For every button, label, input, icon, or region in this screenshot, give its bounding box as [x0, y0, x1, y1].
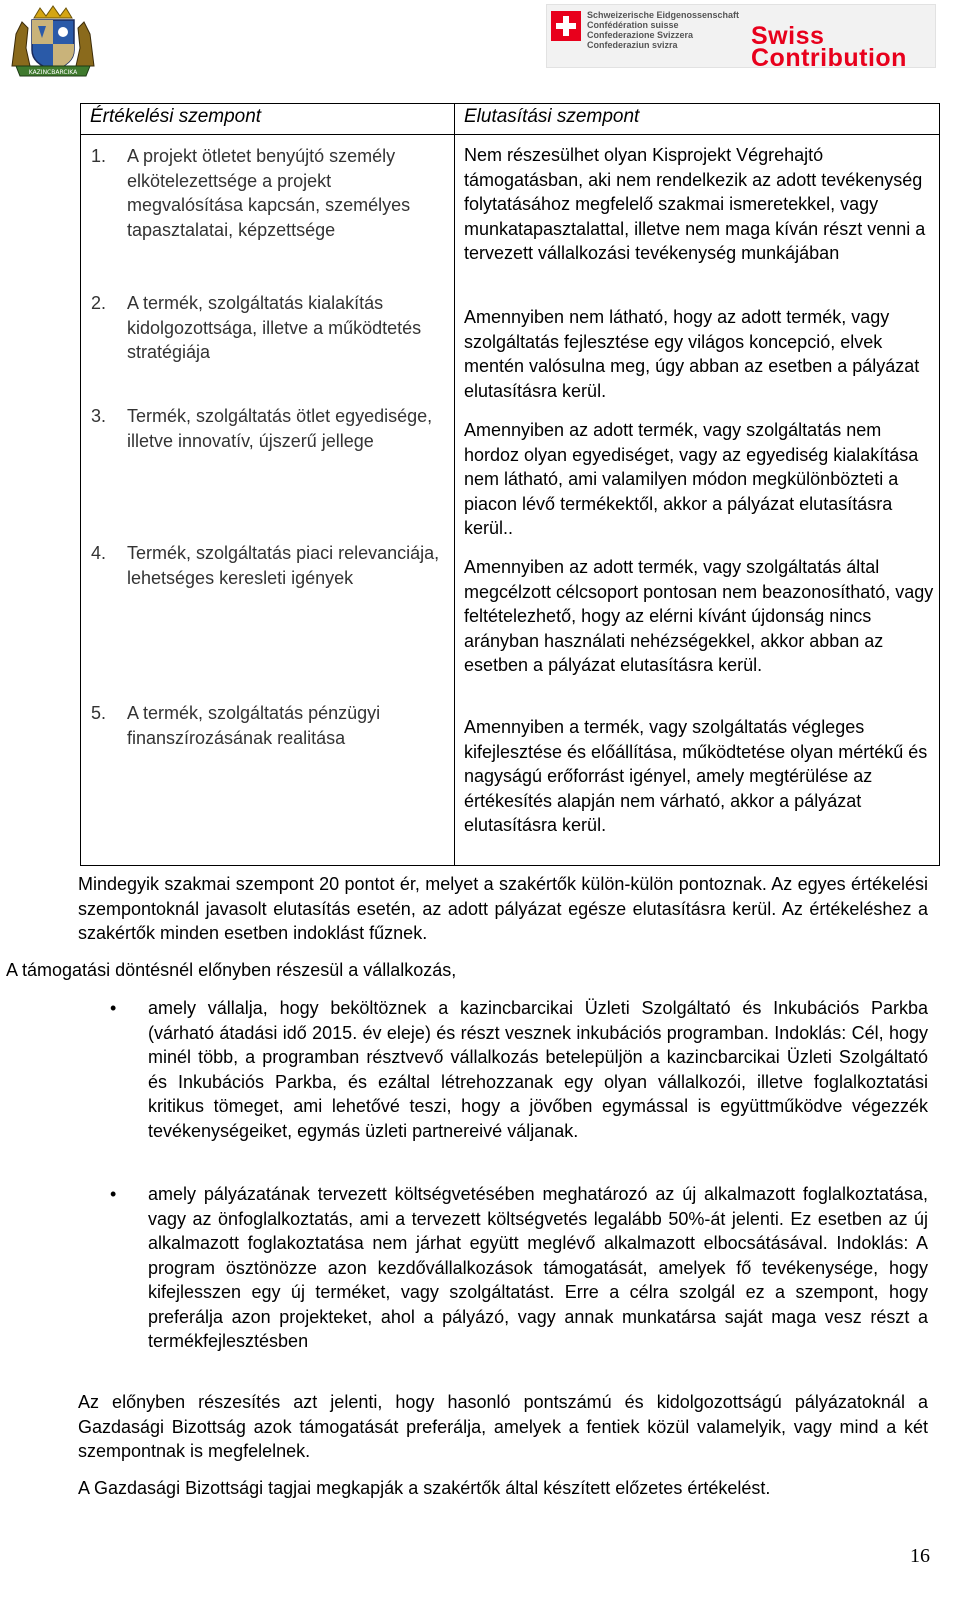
criterion-5 — [91, 701, 449, 750]
criterion-text: Termék, szolgáltatás piaci relevanciája, lehetséges keresleti igények — [127, 543, 440, 588]
scoring-paragraph: Mindegyik szakmai szempont 20 pontot ér, melyet a szakértők külön-külön pontoznak. Az egyes értékelési szempontoknál javasolt elutasítás esetén, az adott pályázat egésze elutasításra kerül. Az értékeléshez a szakértők minden esetben indoklást fűznek. — [78, 874, 928, 943]
preference-bullet-2: amely pályázatának tervezett költségvetésében meghatározó az új alkalmazott foglalkoztatása, vagy az önfoglalkoztatás, ami a tervezett költségvetés legalább 50%-át jelenti. Ez esetben az új alkalmazott foglakoztatása nem járhat együtt meglévő alkalmazott elbocsátásával. Indoklás: A program ösztönözze azon kezdővállalkozások támogatását, amelyek fő tevékenysége, hogy kifejlesszen egy új terméket, vagy szolgáltatást. Erre a célra szolgál ez a szempont, hogy preferálja azon projekteket, ahol a pályázó, vagy annak munkatársa saját maga vesz részt a termékfejlesztésben — [148, 1184, 928, 1351]
closing-paragraph: A Gazdasági Bizottsági tagjai megkapják a szakértők által készített előzetes értékelést. — [78, 1478, 771, 1498]
header-evaluation-criterion: Értékelési szempont — [81, 104, 455, 135]
bullet-icon: • — [110, 998, 117, 1018]
confed-line-rm: Confederaziun svizra — [587, 40, 678, 50]
confed-line-it: Confederazione Svizzera — [587, 30, 694, 40]
confed-line-fr: Confédération suisse — [587, 20, 679, 30]
criterion-2 — [91, 291, 449, 404]
confed-line-de: Schweizerische Eidgenossenschaft — [587, 10, 740, 20]
criterion-number: 4. — [91, 543, 107, 563]
criteria-cell — [81, 135, 455, 866]
criterion-text: Termék, szolgáltatás ötlet egyedisége, illetve innovatív, újszerű jellege — [127, 406, 433, 451]
criteria-table — [80, 103, 940, 866]
rejection-reason-2: Amennyiben nem látható, hogy az adott termék, vagy szolgáltatás fejlesztése egy világos koncepció, elvek mentén valósulna meg, úgy abban az esetben a pályázat elutasításra kerül. — [464, 307, 920, 401]
city-logo — [6, 4, 100, 78]
confederation-names — [587, 10, 739, 50]
swiss-flag-icon — [551, 11, 581, 41]
header-rejection-criterion: Elutasítási szempont — [455, 104, 940, 135]
criterion-3 — [91, 404, 449, 541]
preference-bullet-1: amely vállalja, hogy beköltöznek a kazincbarcikai Üzleti Szolgáltató és Inkubációs Parkba (várható átadási idő 2015. év eleje) és részt vesznek inkubációs programban. Indoklás: Cél, hogy minél több, a programban résztvevő vállalkozás betelepüljön a kazincbarcikai Üzleti Szolgáltató és Inkubációs Parkba, és ezáltal létrehozzanak egy olyan vállalkozói, illetve foglalkoztatási kritikus tömeget, ami lehetővé teszi, hogy a jövőben egymással is együttműködve végezzék tevékenységeiket, egymás üzleti partnereivé váljanak. — [148, 998, 928, 1141]
criterion-number: 1. — [91, 146, 107, 166]
rejection-reason-1: Nem részesülhet olyan Kisprojekt Végrehajtó támogatásban, aki nem rendelkezik az adott tevékenység folytatásához megfelelő szakmai ismeretekkel, vagy munkatapasztalattal, illetve nem maga kíván részt venni a tervezett vállalkozási tevékenység munkájában — [464, 145, 926, 263]
rejection-reason-3: Amennyiben az adott termék, vagy szolgáltatás nem hordoz olyan egyediséget, vagy az egyediség kialakítása nem látható, ami valamilyen módon megkülönbözteti a piacon lévő termékektől, akkor a pályázat elutasításra kerül.. — [464, 420, 919, 538]
criterion-text: A termék, szolgáltatás pénzügyi finanszírozásának realitása — [127, 703, 381, 748]
criterion-1 — [91, 144, 449, 291]
preference-explanation: Az előnyben részesítés azt jelenti, hogy hasonló pontszámú és kidolgozottságú pályázatoknál a Gazdasági Bizottság azok támogatását preferálja, amelyek a fentiek közül valamelyik, vagy mind a két szempontnak is megfelelnek. — [78, 1392, 928, 1461]
swiss-contribution-logo — [546, 4, 936, 72]
brand-line-1: Swiss — [751, 22, 825, 50]
criteria-list — [82, 136, 453, 750]
swiss-contribution-wordmark — [751, 22, 907, 72]
criterion-number: 3. — [91, 406, 107, 426]
table-body-row — [81, 135, 940, 866]
criterion-text: A termék, szolgáltatás kialakítás kidolgozottsága, illetve a működtetés stratégiája — [127, 293, 422, 362]
criterion-number: 5. — [91, 703, 107, 723]
page-number: 16 — [910, 1545, 930, 1567]
bullet-icon: • — [110, 1184, 117, 1204]
rejection-reason-4: Amennyiben az adott termék, vagy szolgáltatás által megcélzott célcsoport pontosan nem beazonosítható, vagy feltételezhető, hogy az elérni kívánt újdonság nincs arányban használati nehézségekkel, akkor abban az esetben a pályázat elutasításra kerül. — [464, 557, 934, 675]
criterion-text: A projekt ötletet benyújtó személy elkötelezettsége a projekt megvalósítása kapcsán, személyes tapasztalatai, képzettsége — [127, 146, 411, 240]
ribbon-caption: KAZINCBARCIKA — [28, 69, 78, 76]
brand-line-2: Contribution — [751, 44, 907, 72]
criterion-4 — [91, 541, 449, 701]
rejection-cell — [455, 135, 940, 866]
table-header-row — [81, 104, 940, 135]
preference-intro: A támogatási döntésnél előnyben részesül a vállalkozás, — [6, 960, 457, 980]
criterion-number: 2. — [91, 293, 107, 313]
rejection-reason-5: Amennyiben a termék, vagy szolgáltatás végleges kifejlesztése és előállítása, működtetése olyan mértékű és nagyságú erőforrást igényel, amely megtérülése az értékesítés alapján nem várható, akkor a pályázat elutasításra kerül. — [464, 717, 928, 835]
kazincbarcika-coat-of-arms-icon — [6, 4, 100, 78]
